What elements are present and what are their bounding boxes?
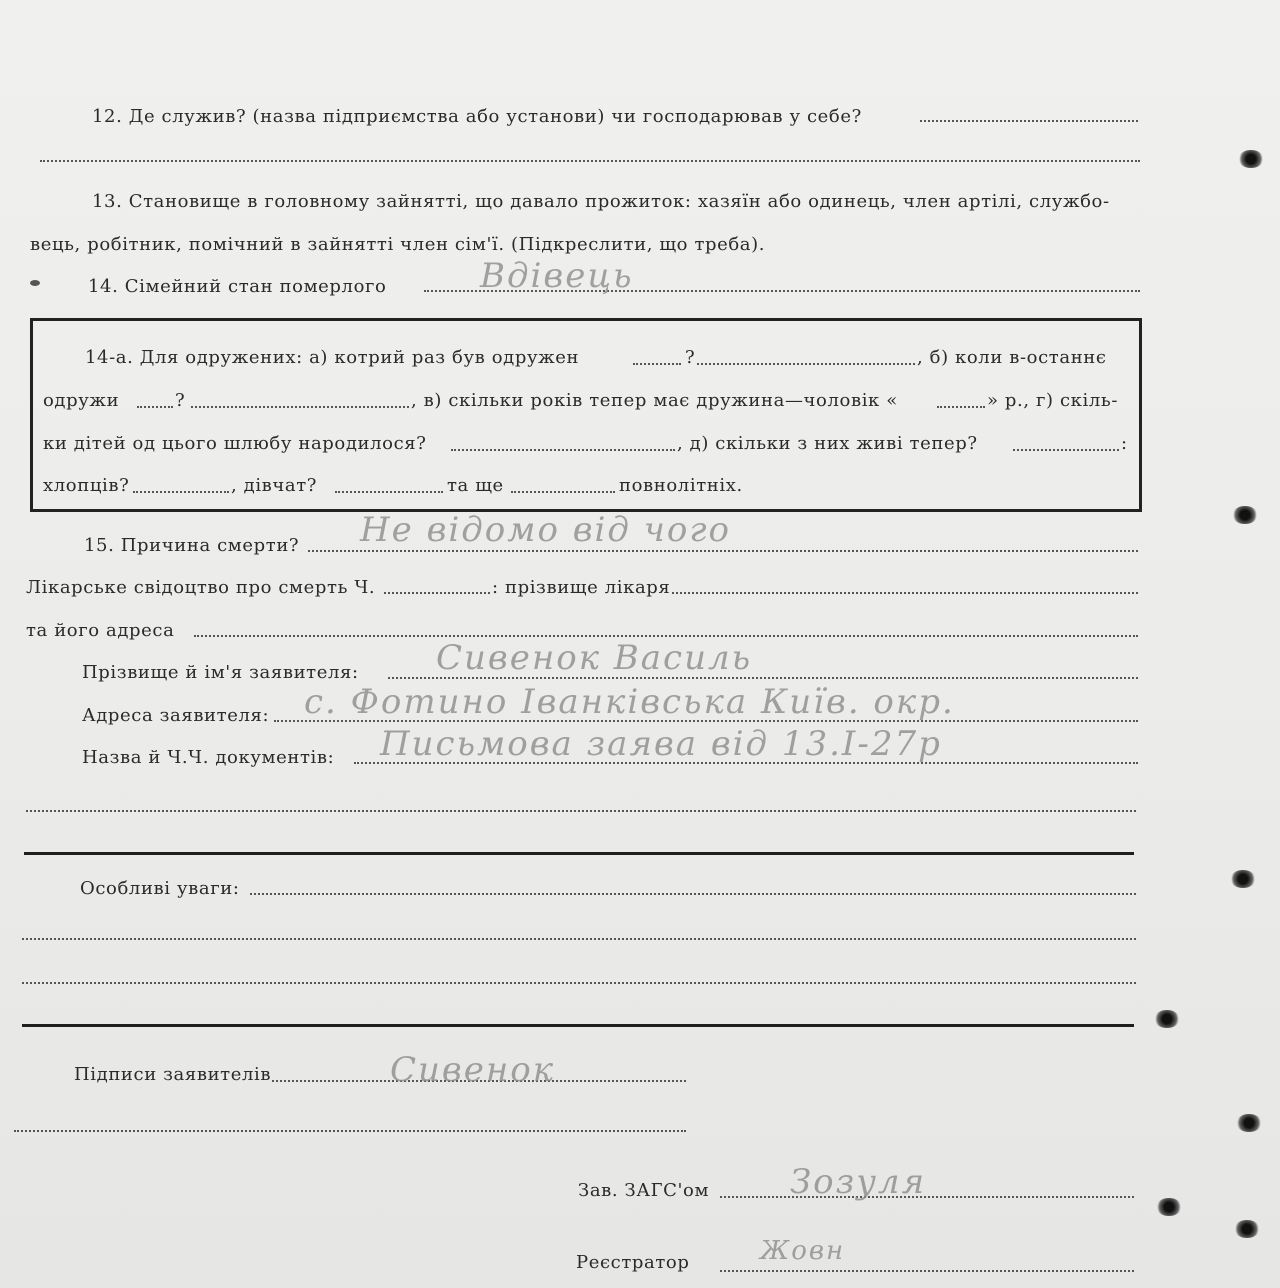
q14a-l1a: 14-а. Для одружених: а) котрий раз був одружен xyxy=(85,347,580,368)
q14a-l2a: одружи xyxy=(43,390,120,411)
documents-answer: Письмова заява від 13.І-27р xyxy=(380,724,942,764)
registrar-label: Реєстратор xyxy=(576,1252,690,1273)
q12-dots xyxy=(920,120,1138,122)
remarks-dots-2 xyxy=(22,938,1136,940)
q13-line1: 13. Становище в головному зайнятті, що давало прожиток: хазяїн або одинець, член артілі, службо- xyxy=(92,191,1110,212)
q14a-l4c: та ще xyxy=(447,475,504,496)
head-dots xyxy=(720,1196,1134,1198)
section-rule-1 xyxy=(24,852,1134,855)
punch-hole xyxy=(1238,150,1264,168)
applicant-name-label: Прізвище й ім'я заявителя: xyxy=(82,662,359,683)
married-box xyxy=(30,318,1142,512)
ink-speck xyxy=(30,280,40,286)
head-label: Зав. ЗАГС'ом xyxy=(578,1180,710,1201)
certificate-dots xyxy=(384,592,490,594)
q14a-l2c: » р., г) скіль- xyxy=(987,390,1119,411)
address-dots xyxy=(194,635,1138,637)
q14a-dots-8 xyxy=(133,491,229,493)
q15-answer: Не відомо від чого xyxy=(360,510,732,550)
q14a-l3c: : xyxy=(1121,433,1128,454)
documents-dots-line2 xyxy=(26,810,1136,812)
signatures-answer: Сивенок xyxy=(390,1050,555,1090)
punch-hole xyxy=(1236,1114,1262,1132)
q14-answer: Вдівець xyxy=(480,256,634,296)
applicant-address-label: Адреса заявителя: xyxy=(82,705,270,726)
q14a-dots-3 xyxy=(137,406,173,408)
certificate-label: Лікарське свідоцтво про смерть Ч. xyxy=(26,577,376,598)
section-rule-2 xyxy=(22,1024,1134,1027)
applicant-name-answer: Сивенок Василь xyxy=(436,638,753,678)
q14a-l1q: ? xyxy=(685,347,696,368)
q14a-l3a: ки дітей од цього шлюбу народилося? xyxy=(43,433,427,454)
registrar-signature: Жовн xyxy=(760,1236,846,1266)
head-signature: Зозуля xyxy=(790,1162,927,1202)
q12-label: 12. Де служив? (назва підприємства або установи) чи господарював у себе? xyxy=(92,106,862,127)
q14a-dots-4 xyxy=(191,406,409,408)
remarks-dots-1 xyxy=(250,893,1136,895)
doctor-dots xyxy=(672,592,1138,594)
q14a-dots-10 xyxy=(511,491,615,493)
applicant-address-answer: с. Фотино Іванківська Київ. окр. xyxy=(304,682,955,722)
signatures-dots-line2 xyxy=(14,1130,686,1132)
q14a-dots-6 xyxy=(451,449,675,451)
q14a-dots-2 xyxy=(697,363,915,365)
punch-hole xyxy=(1156,1198,1182,1216)
address-label: та його адреса xyxy=(26,620,175,641)
q14a-dots-5 xyxy=(937,406,985,408)
documents-label: Назва й Ч.Ч. документів: xyxy=(82,747,335,768)
punch-hole xyxy=(1230,870,1256,888)
q14a-l4a: хлопців? xyxy=(43,475,130,496)
q14a-l3b: , д) скільки з них живі тепер? xyxy=(677,433,978,454)
q14a-l4b: , дівчат? xyxy=(231,475,318,496)
q15-label: 15. Причина смерти? xyxy=(84,535,300,556)
q14a-dots-1 xyxy=(633,363,681,365)
signatures-label: Підписи заявителів xyxy=(74,1064,272,1085)
punch-hole xyxy=(1154,1010,1180,1028)
doctor-label: : прізвище лікаря xyxy=(492,577,671,598)
q14a-l2b: , в) скільки років тепер має дружина—чоловік « xyxy=(411,390,898,411)
q14a-dots-9 xyxy=(335,491,443,493)
q15-dots xyxy=(308,550,1138,552)
q14a-l2q: ? xyxy=(175,390,186,411)
punch-hole xyxy=(1234,1220,1260,1238)
q13-line2: вець, робітник, помічний в зайнятті член сім'ї. (Підкреслити, що треба). xyxy=(30,234,766,255)
q14a-dots-7 xyxy=(1013,449,1119,451)
q14a-l4d: повнолітніх. xyxy=(619,475,743,496)
punch-hole xyxy=(1232,506,1258,524)
q12-dots-line2 xyxy=(40,160,1140,162)
remarks-dots-3 xyxy=(22,982,1136,984)
remarks-label: Особливі уваги: xyxy=(80,878,240,899)
q14-label: 14. Сімейний стан померлого xyxy=(88,276,387,297)
registrar-dots xyxy=(720,1270,1134,1272)
q14a-l1b: , б) коли в-останнє xyxy=(917,347,1107,368)
